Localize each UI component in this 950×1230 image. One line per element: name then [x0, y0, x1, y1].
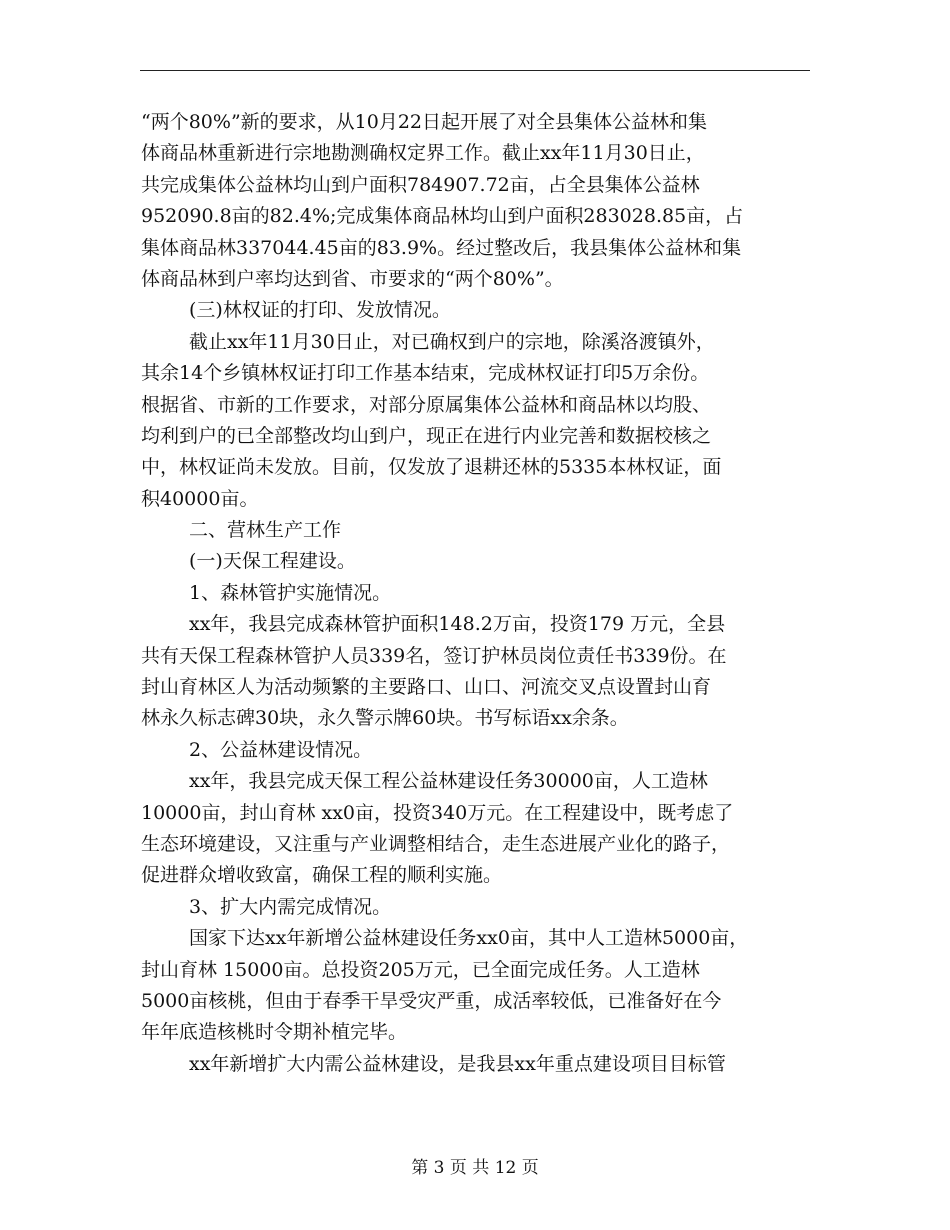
text-line: 均利到户的已全部整改均山到户，现正在进行内业完善和数据校核之 [141, 424, 712, 447]
text-line: 林永久标志碑30块，永久警示牌60块。书写标语xx余条。 [141, 707, 629, 730]
text-line: 促进群众增收致富，确保工程的顺利实施。 [141, 864, 503, 887]
header-rule [140, 70, 810, 71]
text-line: 共有天保工程森林管护人员339名，签订护林员岗位责任书339份。在 [141, 644, 727, 667]
text-line: 952090.8亩的82.4%;完成集体商品林均山到户面积283028.85亩，占 [141, 205, 744, 228]
text-line: xx年，我县完成天保工程公益林建设任务30000亩，人工造林 [189, 770, 708, 793]
text-line: 二、营林生产工作 [189, 519, 342, 542]
text-line: 1、森林管护实施情况。 [189, 581, 392, 604]
text-line: 5000亩核桃，但由于春季干旱受灾严重，成活率较低，已准备好在今 [141, 989, 722, 1012]
text-line: 中，林权证尚未发放。目前，仅发放了退耕还林的5335本林权证，面 [141, 456, 722, 479]
page-footer: 第 3 页 共 12 页 [411, 1158, 539, 1178]
text-line: 截止xx年11月30日止，对已确权到户的宗地，除溪洛渡镇外， [189, 330, 715, 353]
text-line: 集体商品林337044.45亩的83.9%。经过整改后，我县集体公益林和集 [141, 236, 742, 259]
text-line: 体商品林到户率均达到省、市要求的“两个80%”。 [141, 267, 564, 290]
text-line: 积40000亩。 [141, 487, 259, 510]
text-line: (一)天保工程建设。 [189, 550, 356, 573]
text-line: 根据省、市新的工作要求，对部分原属集体公益林和商品林以均股、 [141, 393, 712, 416]
text-line: (三)林权证的打印、发放情况。 [189, 299, 451, 322]
text-line: 体商品林重新进行宗地勘测确权定界工作。截止xx年11月30日止， [141, 142, 705, 165]
text-line: 生态环境建设，又注重与产业调整相结合，走生态进展产业化的路子， [141, 832, 731, 855]
text-line: 2、公益林建设情况。 [189, 738, 373, 761]
document-body [141, 107, 821, 1080]
text-line: xx年，我县完成森林管护面积148.2万亩，投资179 万元，全县 [189, 613, 726, 636]
text-line: 封山育林区人为活动频繁的主要路口、山口、河流交叉点设置封山育 [141, 676, 712, 699]
text-line: 其余14个乡镇林权证打印工作基本结束，完成林权证打印5万余份。 [141, 362, 710, 385]
text-line: xx年新增扩大内需公益林建设，是我县xx年重点建设项目目标管 [189, 1052, 726, 1075]
text-line: 国家下达xx年新增公益林建设任务xx0亩，其中人工造林5000亩， [189, 927, 749, 950]
text-line: 年年底造核桃时令期补植完毕。 [141, 1021, 408, 1044]
text-line: 3、扩大内需完成情况。 [189, 895, 392, 918]
text-line: 封山育林 15000亩。总投资205万元，已全面完成任务。人工造林 [141, 958, 700, 981]
text-line: 共完成集体公益林均山到户面积784907.72亩，占全县集体公益林 [141, 173, 700, 196]
text-line: 10000亩，封山育林 xx0亩，投资340万元。在工程建设中，既考虑了 [141, 801, 734, 824]
text-line: “两个80%”新的要求，从10月22日起开展了对全县集体公益林和集 [141, 111, 708, 133]
